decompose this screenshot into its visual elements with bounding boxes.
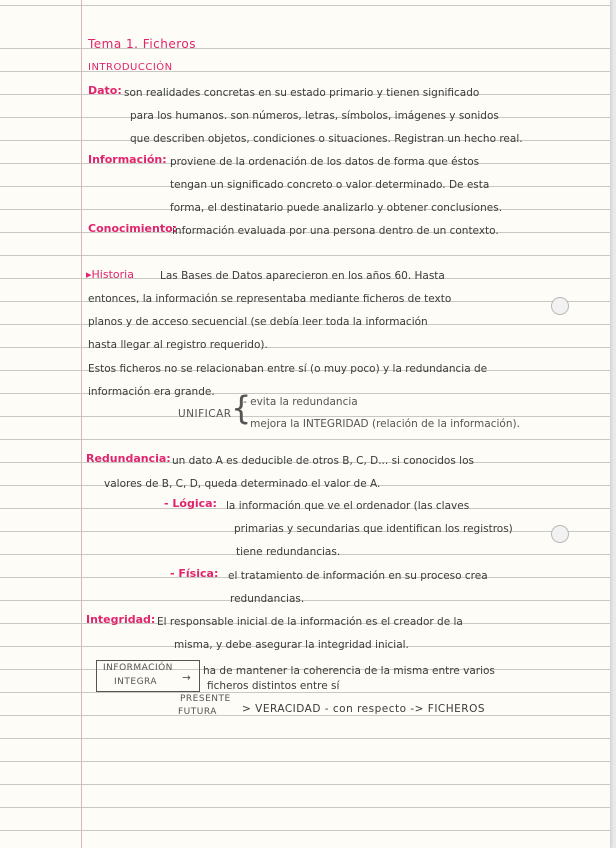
- section-intro: INTRODUCCIÓN: [88, 62, 173, 73]
- conocimiento-text: información evaluada por una persona dentro de un contexto.: [172, 225, 499, 237]
- term-dato: Dato:: [88, 84, 122, 97]
- punch-hole: [551, 525, 569, 543]
- historia-line-5: Estos ficheros no se relacionaban entre sí (o muy poco) y la redundancia de: [88, 363, 488, 375]
- informacion-line-1: proviene de la ordenación de los datos de forma que éstos: [170, 156, 480, 168]
- integridad-line-1: El responsable inicial de la información es el creador de la: [157, 616, 463, 628]
- box-line-2: INTEGRA: [114, 677, 158, 687]
- integridad-line-2: misma, y debe asegurar la integridad inicial.: [174, 639, 409, 651]
- page-title: Tema 1. Ficheros: [88, 37, 197, 51]
- dato-line-1: son realidades concretas en su estado primario y tienen significado: [124, 87, 480, 99]
- redundancia-line-1: un dato A es deducible de otros B, C, D... si conocidos los: [172, 455, 474, 467]
- integra-line-1: ha de mantener la coherencia de la misma entre varios: [203, 665, 495, 677]
- logica-line-1: la información que ve el ordenador (las claves: [226, 500, 470, 512]
- arrow-icon: →: [182, 672, 191, 684]
- futura-label: FUTURA: [178, 707, 217, 717]
- redundancia-line-2: valores de B, C, D, queda determinado el valor de A.: [104, 478, 381, 490]
- term-historia: ▸Historia: [86, 268, 134, 281]
- integra-line-2: ficheros distintos entre sí: [207, 680, 340, 692]
- fisica-line-2: redundancias.: [230, 593, 305, 605]
- term-conocimiento: Conocimiento:: [88, 222, 178, 235]
- historia-line-6: información era grande.: [88, 386, 215, 398]
- presente-label: PRESENTE: [180, 694, 231, 704]
- fisica-line-1: el tratamiento de información en su proceso crea: [228, 570, 488, 582]
- unificar-item-1: - evita la redundancia: [243, 396, 358, 408]
- dato-line-2: para los humanos. son números, letras, símbolos, imágenes y sonidos: [130, 110, 499, 122]
- informacion-line-2: tengan un significado concreto o valor determinado. De esta: [170, 179, 490, 191]
- informacion-line-3: forma, el destinatario puede analizarlo y obtener conclusiones.: [170, 202, 503, 214]
- historia-line-3: planos y de acceso secuencial (se debía leer toda la información: [88, 316, 428, 328]
- historia-line-4: hasta llegar al registro requerido).: [88, 339, 268, 351]
- logica-line-3: tiene redundancias.: [236, 546, 341, 558]
- dato-line-3: que describen objetos, condiciones o situaciones. Registran un hecho real.: [130, 133, 523, 145]
- term-integridad: Integridad:: [86, 613, 156, 626]
- term-informacion: Información:: [88, 153, 167, 166]
- margin-line: [81, 0, 82, 848]
- term-fisica: - Física:: [170, 567, 219, 580]
- term-redundancia: Redundancia:: [86, 452, 171, 465]
- logica-line-2: primarias y secundarias que identifican los registros): [234, 523, 513, 535]
- brace-icon: {: [231, 389, 252, 427]
- term-logica: - Lógica:: [164, 497, 217, 510]
- historia-line-2: entonces, la información se representaba mediante ficheros de texto: [88, 293, 452, 305]
- veracidad-line: > VERACIDAD - con respecto -> FICHEROS: [242, 703, 486, 715]
- unificar-item-2: - mejora la INTEGRIDAD (relación de la información).: [243, 418, 520, 430]
- historia-line-1: Las Bases de Datos aparecieron en los años 60. Hasta: [160, 270, 445, 282]
- punch-hole: [551, 297, 569, 315]
- unificar-label: UNIFICAR: [178, 408, 232, 420]
- box-line-1: INFORMACIÓN: [103, 663, 173, 673]
